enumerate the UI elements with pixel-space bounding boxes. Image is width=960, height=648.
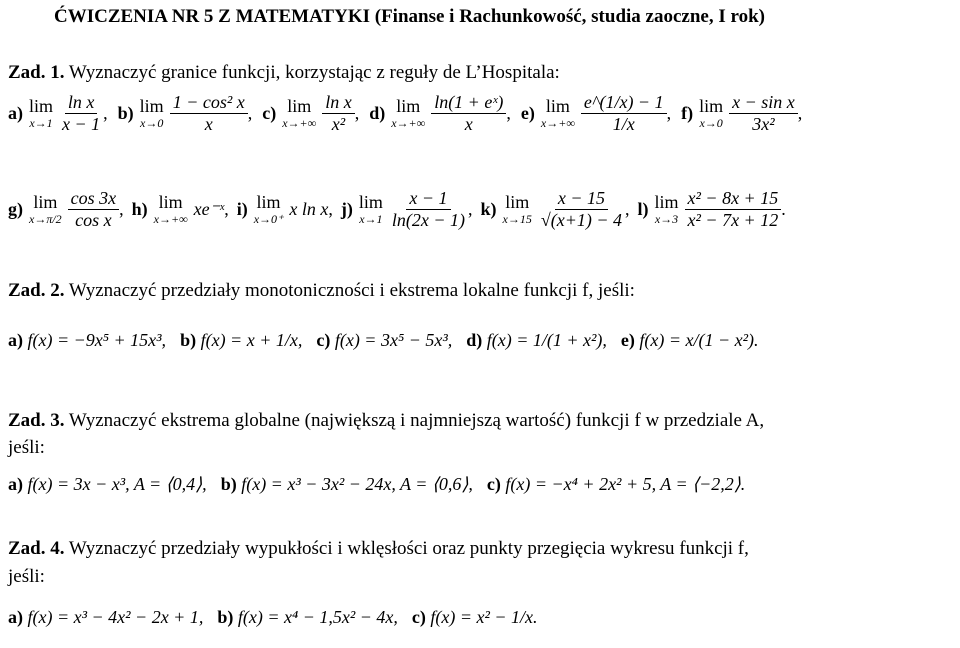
numerator: x − sin x (729, 92, 798, 114)
item-label: b) (220, 474, 242, 494)
lim-subscript: x→3 (654, 211, 679, 226)
limit-operator (282, 97, 316, 130)
expression: f(x) = −9x⁵ + 15x³, (27, 330, 167, 350)
fraction (685, 188, 782, 231)
zad4-items (8, 607, 552, 628)
exercise-item (621, 330, 759, 350)
limit-operator (29, 97, 53, 130)
lim-subscript: x→1 (359, 211, 383, 226)
lim-word: lim (287, 96, 312, 116)
lim-subscript: x→+∞ (282, 115, 317, 130)
item-label: d) (369, 103, 386, 123)
item-label: h) (131, 199, 148, 219)
lim-word: lim (256, 192, 281, 213)
limit-operator (359, 193, 383, 226)
limit-operator (391, 97, 425, 130)
separator: , (506, 103, 511, 123)
item-label: b) (180, 330, 201, 350)
limit-item (132, 193, 229, 226)
zad2-heading (8, 280, 635, 302)
expression: f(x) = x² − 1/x. (430, 607, 538, 627)
fraction (389, 188, 468, 231)
lim-subscript: x→+∞ (540, 115, 575, 130)
limit-operator (254, 193, 284, 226)
limit-item (369, 92, 511, 135)
expression: f(x) = 3x − x³, A = ⟨0,4⟩, (27, 474, 207, 494)
lim-word: lim (29, 96, 54, 116)
item-label: c) (411, 607, 431, 627)
separator: , (468, 199, 473, 219)
zad4-heading (8, 538, 749, 560)
limit-operator (655, 193, 679, 226)
lim-subscript: x→15 (502, 211, 532, 226)
expression: f(x) = x⁴ − 1,5x² − 4x, (237, 607, 398, 627)
zad2-items (8, 330, 773, 351)
separator: , (119, 199, 124, 219)
exercise-item (8, 330, 166, 350)
fraction (538, 188, 625, 231)
zad1-text: Wyznaczyć granice funkcji, korzystając z reguły de L’Hospitala: (68, 62, 560, 83)
zad2-label: Zad. 2. (8, 280, 65, 301)
zad1-row1 (8, 92, 812, 135)
expression: f(x) = 3x⁵ − 5x³, (334, 330, 453, 350)
denominator: x (464, 114, 473, 134)
zad1-label: Zad. 1. (8, 62, 65, 83)
lim-subscript: x→0 (699, 115, 723, 130)
limit-item (262, 92, 359, 135)
lim-subscript: x→π/2 (29, 211, 62, 226)
zad4-label: Zad. 4. (8, 538, 65, 559)
fraction (59, 92, 103, 135)
lim-subscript: x→+∞ (153, 211, 188, 226)
item-label: k) (480, 199, 497, 219)
numerator: ln(1 + eˣ) (431, 92, 506, 114)
separator: , (103, 103, 108, 123)
separator: , (247, 103, 253, 123)
exercise-item (180, 330, 302, 350)
item-label: e) (620, 330, 640, 350)
denominator: ln(2x − 1) (391, 210, 466, 230)
expression: f(x) = x + 1/x, (200, 330, 303, 350)
denominator: x² (331, 114, 346, 134)
exercise-item (217, 607, 398, 627)
separator: . (781, 199, 786, 219)
numerator: x − 1 (406, 188, 450, 210)
expression: f(x) = −x⁴ + 2x² + 5, A = ⟨−2,2⟩. (505, 474, 746, 494)
limit-item (638, 188, 786, 231)
lim-word: lim (358, 192, 383, 212)
numerator: cos 3x (68, 188, 119, 210)
numerator: x² − 8x + 15 (685, 188, 782, 210)
item-label: b) (217, 607, 238, 627)
item-label: a) (8, 330, 28, 350)
item-label: f) (681, 103, 694, 123)
expression: f(x) = x³ − 3x² − 24x, A = ⟨0,6⟩, (241, 474, 473, 494)
page-title: ĆWICZENIA NR 5 Z MATEMATYKI (Finanse i Rachunkowość, studia zaoczne, I rok) (54, 6, 765, 27)
zad2-text: Wyznaczyć przedziały monotoniczności i ekstrema lokalne funkcji f, jeśli: (68, 280, 635, 301)
item-label: c) (316, 330, 335, 350)
limit-operator (154, 193, 188, 226)
exercise-item (316, 330, 452, 350)
lim-word: lim (654, 192, 679, 212)
separator: , (797, 103, 803, 123)
zad3-heading (8, 410, 764, 432)
item-label: i) (236, 199, 248, 219)
item-label: a) (8, 607, 28, 627)
lim-word: lim (33, 192, 58, 212)
limit-item (681, 92, 802, 135)
limit-item (521, 92, 671, 135)
lim-subscript: x→1 (29, 115, 53, 130)
zad3-label: Zad. 3. (8, 410, 65, 431)
lim-word: lim (699, 96, 724, 116)
lim-word: lim (505, 192, 530, 212)
item-label: d) (466, 330, 487, 350)
denominator: 1/x (612, 114, 635, 134)
numerator: ln x (65, 92, 98, 114)
limit-item (481, 188, 630, 231)
expression: x ln x (289, 199, 329, 219)
limit-item (341, 188, 473, 231)
exercise-item (487, 474, 745, 494)
denominator: x² − 7x + 12 (687, 210, 779, 230)
exercise-item (466, 330, 607, 350)
expression: f(x) = x/(1 − x²). (639, 330, 759, 350)
separator: , (625, 199, 630, 219)
exercise-item (8, 607, 203, 627)
item-label: e) (520, 103, 535, 123)
numerator: 1 − cos² x (170, 92, 248, 114)
limit-item (237, 193, 333, 226)
limit-item (8, 188, 124, 231)
separator: , (666, 103, 672, 123)
zad3-text: Wyznaczyć ekstrema globalne (największą i najmniejszą wartość) funkcji f w przedziale A, (68, 410, 765, 431)
exercise-item (8, 474, 207, 494)
lim-subscript: x→0⁺ (253, 211, 284, 226)
zad4-text2: jeśli: (8, 566, 45, 587)
limit-operator (503, 193, 532, 226)
zad3-text2: jeśli: (8, 437, 45, 458)
separator: , (328, 199, 333, 219)
item-label: a) (8, 474, 28, 494)
limit-item (118, 92, 253, 135)
denominator: x (204, 114, 213, 134)
item-label: a) (8, 103, 23, 123)
denominator: 3x² (752, 114, 775, 134)
expression: f(x) = x³ − 4x² − 2x + 1, (27, 607, 204, 627)
item-label: j) (340, 199, 353, 219)
denominator: √(x+1) − 4 (540, 210, 623, 230)
fraction (170, 92, 248, 135)
item-label: c) (486, 474, 506, 494)
limit-operator (29, 193, 62, 226)
lim-subscript: x→+∞ (391, 115, 426, 130)
separator: , (224, 199, 229, 219)
fraction (68, 188, 119, 231)
lim-word: lim (158, 192, 183, 213)
zad1-heading (8, 62, 560, 84)
item-label: g) (8, 199, 23, 219)
fraction (729, 92, 798, 135)
lim-subscript: x→0 (140, 115, 164, 130)
zad1-row2 (8, 188, 794, 231)
expression: xe⁻ˣ (193, 199, 225, 219)
item-label: b) (117, 103, 134, 123)
lim-word: lim (396, 96, 421, 116)
expression: f(x) = 1/(1 + x²), (486, 330, 607, 350)
item-label: c) (262, 103, 277, 123)
limit-operator (699, 97, 723, 130)
denominator: cos x (75, 210, 112, 230)
fraction (431, 92, 506, 135)
lim-word: lim (545, 96, 570, 116)
limit-operator (541, 97, 575, 130)
item-label: l) (637, 199, 649, 219)
exercise-item (412, 607, 538, 627)
numerator: e^(1/x) − 1 (581, 92, 667, 114)
lim-word: lim (139, 96, 164, 116)
separator: , (354, 103, 360, 123)
fraction (322, 92, 355, 135)
exercise-item (221, 474, 473, 494)
numerator: ln x (322, 92, 355, 114)
zad4-text: Wyznaczyć przedziały wypukłości i wklęsłości oraz punkty przegięcia wykresu funkcji f, (68, 538, 749, 559)
limit-item (8, 92, 108, 135)
zad3-items (8, 474, 759, 495)
denominator: x − 1 (62, 114, 101, 134)
fraction (581, 92, 667, 135)
limit-operator (140, 97, 164, 130)
numerator: x − 15 (555, 188, 608, 210)
